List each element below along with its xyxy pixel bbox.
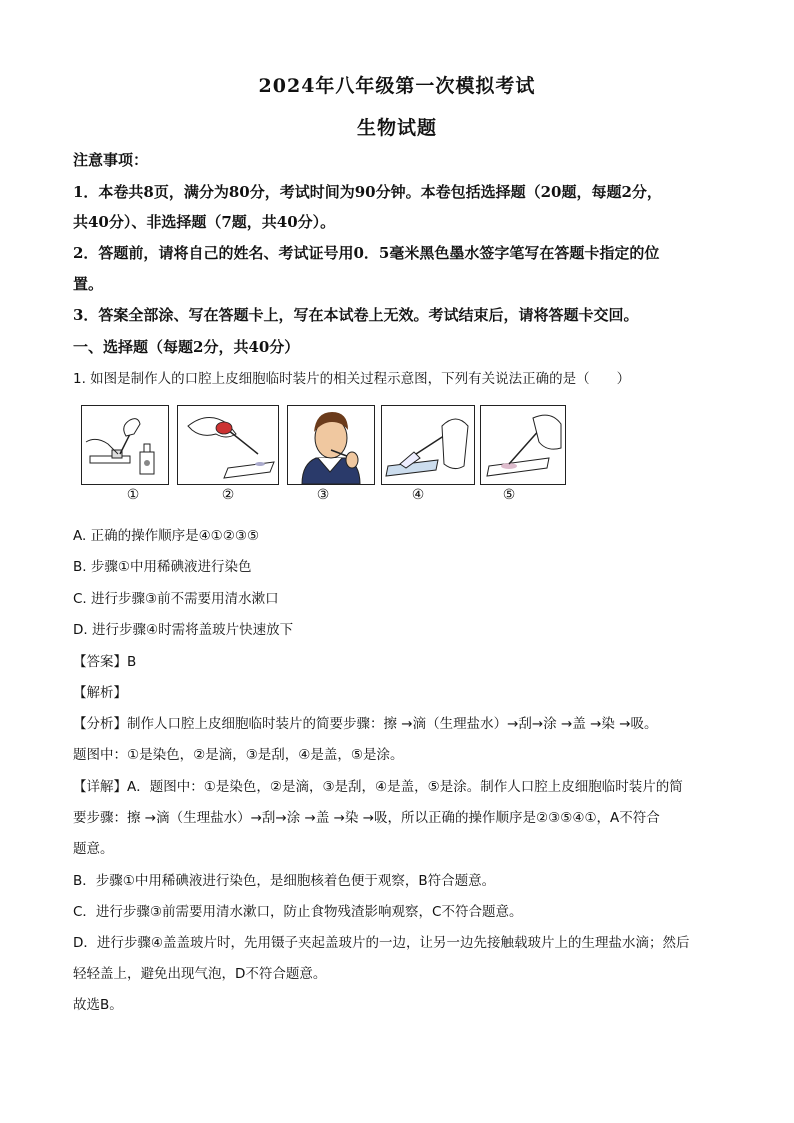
- option-b: B. 步骤①中用稀碘液进行染色: [73, 559, 252, 575]
- analysis-line: 题图中：①是染色，②是滴，③是刮，④是盖，⑤是涂。: [73, 747, 404, 763]
- figure-label: ①: [126, 487, 140, 503]
- answer-line: 【答案】B: [73, 654, 137, 670]
- step-4-covering-illustration: [381, 405, 475, 485]
- step-2-dropping-illustration: [177, 405, 279, 485]
- figure-label: ④: [411, 487, 425, 503]
- section-heading: 一、选择题（每题2分，共40分）: [73, 338, 300, 356]
- figure-label: ③: [316, 487, 330, 503]
- notice-item: 置。: [73, 275, 104, 293]
- figure-label: ⑤: [502, 487, 516, 503]
- analysis-line: 故选B。: [73, 997, 123, 1013]
- analysis-line: 题意。: [73, 841, 114, 857]
- exam-subtitle: 生物试题: [356, 117, 437, 139]
- analysis-line: 【分析】制作人口腔上皮细胞临时装片的简要步骤：擦 →滴（生理盐水）→刮→涂 →盖 →染 →吸。: [73, 716, 658, 732]
- analysis-heading: 【解析】: [73, 685, 127, 701]
- analysis-line: D．进行步骤④盖盖玻片时，先用镊子夹起盖玻片的一边，让另一边先接触载玻片上的生理盐水滴；然后: [73, 935, 690, 951]
- notice-heading: 注意事项：: [73, 151, 149, 169]
- option-c: C. 进行步骤③前不需要用清水漱口: [73, 591, 279, 607]
- step-5-smearing-illustration: [480, 405, 566, 485]
- notice-item: 共40分）、非选择题（7题，共40分）。: [73, 213, 336, 231]
- notice-item: 1．本卷共8页，满分为80分，考试时间为90分钟。本卷包括选择题（20题，每题2分，: [73, 183, 662, 201]
- procedure-figure: [81, 405, 561, 485]
- analysis-line: C．进行步骤③前需要用清水漱口，防止食物残渣影响观察，C不符合题意。: [73, 904, 523, 920]
- analysis-line: B．步骤①中用稀碘液进行染色，是细胞核着色便于观察，B符合题意。: [73, 873, 496, 889]
- step-1-staining-illustration: [81, 405, 169, 485]
- option-d: D. 进行步骤④时需将盖玻片快速放下: [73, 622, 294, 638]
- analysis-line: 【详解】A．题图中：①是染色，②是滴，③是刮，④是盖，⑤是涂。制作人口腔上皮细胞临时装片的简: [73, 779, 683, 795]
- notice-item: 3．答案全部涂、写在答题卡上，写在本试卷上无效。考试结束后，请将答题卡交回。: [73, 306, 639, 324]
- analysis-line: 轻轻盖上，避免出现气泡，D不符合题意。: [73, 966, 327, 982]
- question-stem: 1. 如图是制作人的口腔上皮细胞临时装片的相关过程示意图，下列有关说法正确的是（ ）: [73, 371, 631, 387]
- notice-item: 2．答题前，请将自己的姓名、考试证号用0．5毫米黑色墨水签字笔写在答题卡指定的位: [73, 244, 660, 262]
- figure-label: ②: [221, 487, 235, 503]
- analysis-line: 要步骤：擦 →滴（生理盐水）→刮→涂 →盖 →染 →吸，所以正确的操作顺序是②③⑤④①，A不符合: [73, 810, 660, 826]
- exam-title: 2024年八年级第一次模拟考试: [258, 75, 536, 97]
- step-3-scraping-illustration: [287, 405, 375, 485]
- option-a: A. 正确的操作顺序是④①②③⑤: [73, 528, 260, 544]
